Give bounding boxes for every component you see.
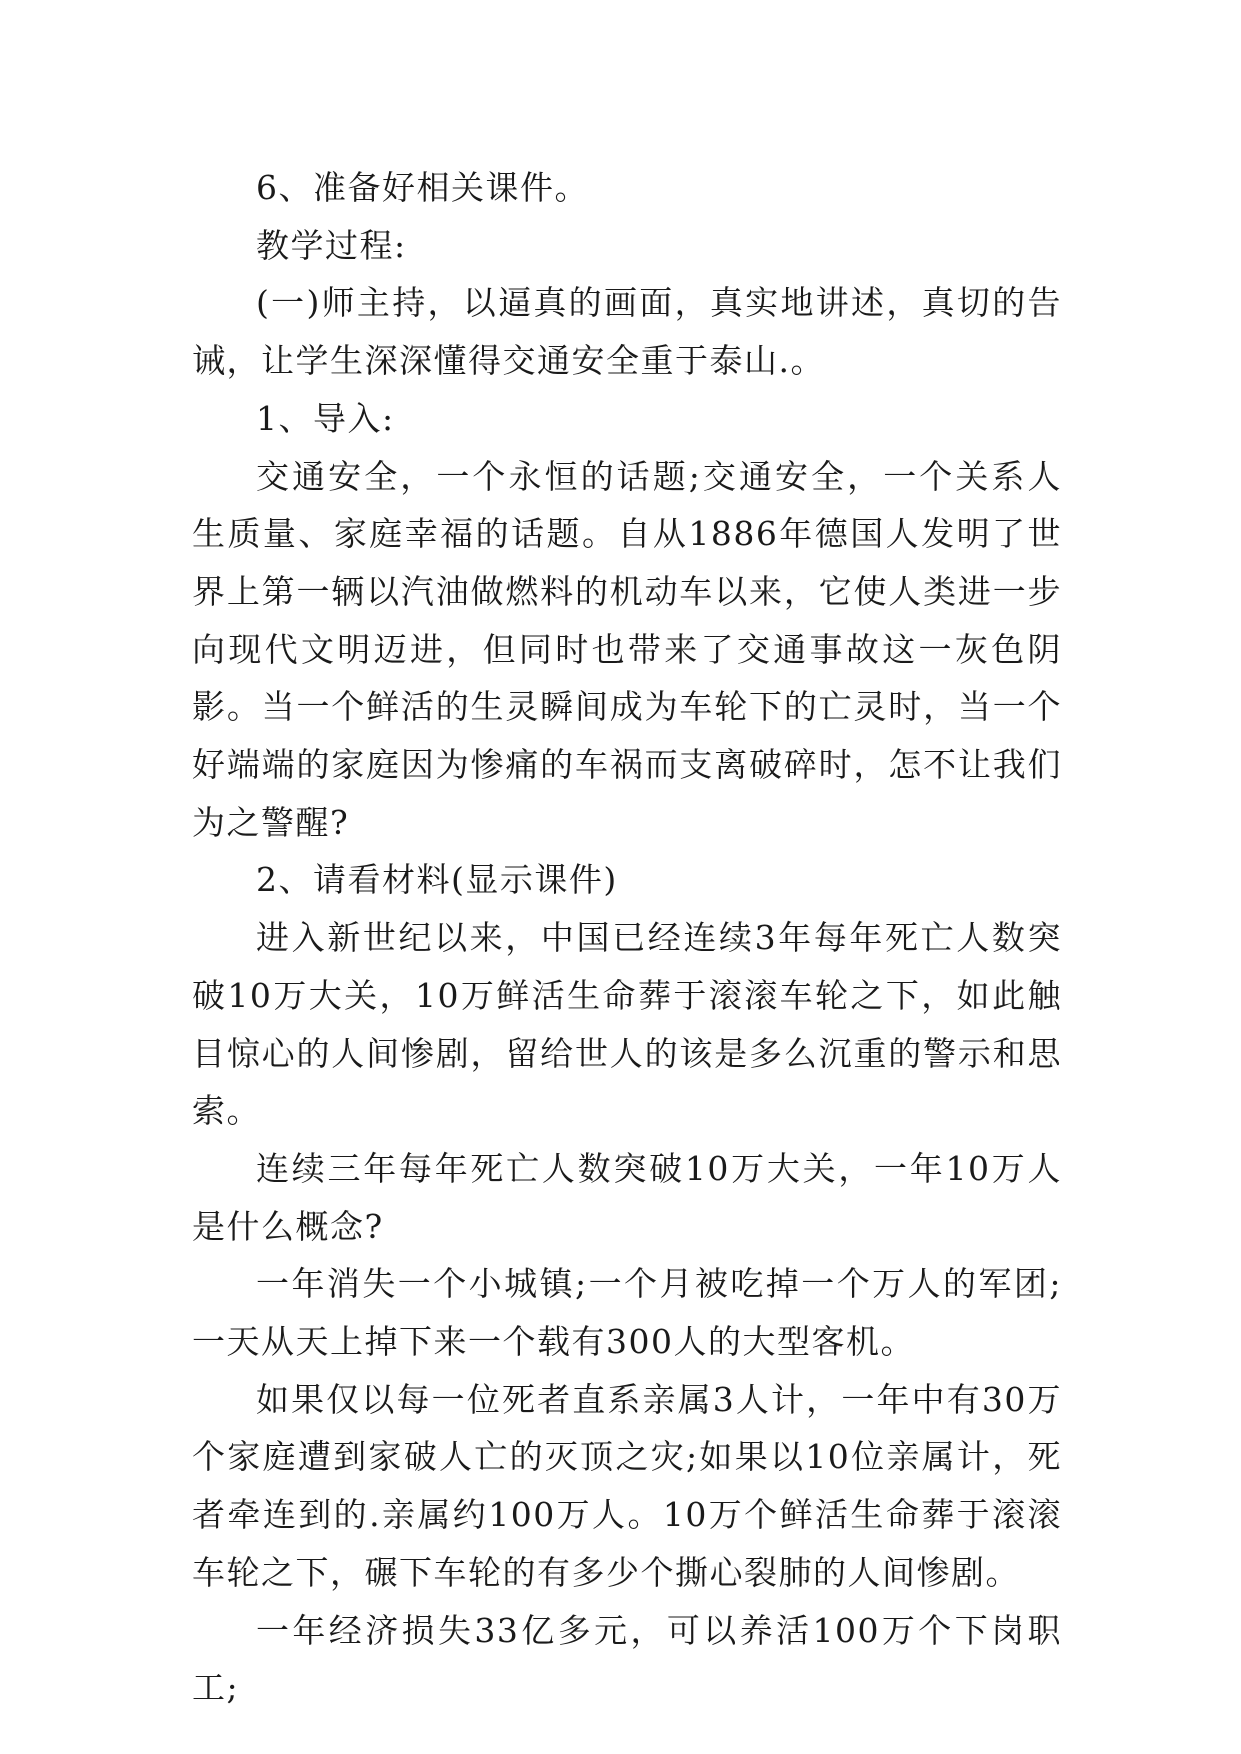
paragraph-new-century: 进入新世纪以来，中国已经连续3年每年死亡人数突破10万大关，10万鲜活生命葬于滚滚车轮之下，如此触目惊心的人间惨剧，留给世人的该是多么沉重的警示和思索。 xyxy=(192,918,1062,1131)
paragraph-intro-text: 交通安全，一个永恒的话题;交通安全，一个关系人生质量、家庭幸福的话题。自从1886年德国人发明了世界上第一辆以汽油做燃料的机动车以来，它使人类进一步向现代文明迈进，但同时也带来了交通事故这一灰色阴影。当一个鲜活的生灵瞬间成为车轮下的亡灵时，当一个好端端的家庭因为惨痛的车祸而支离破碎时，怎不让我们为之警醒? xyxy=(192,456,1062,842)
paragraph-teaching-process: 教学过程: xyxy=(256,225,407,265)
document-body xyxy=(192,159,1062,1717)
paragraph-material-heading: 2、请看材料(显示课件) xyxy=(256,860,618,900)
paragraph-relatives: 如果仅以每一位死者直系亲属3人计，一年中有30万个家庭遭到家破人亡的灭顶之灾;如果以10位亲属计，死者牵连到的.亲属约100万人。10万个鲜活生命葬于滚滚车轮之下，碾下车轮的有多少个撕心裂肺的人间惨剧。 xyxy=(192,1379,1062,1592)
paragraph-prep-courseware: 6、准备好相关课件。 xyxy=(256,168,589,207)
paragraph-economic-loss: 一年经济损失33亿多元，可以养活100万个下岗职工; xyxy=(192,1610,1062,1708)
paragraph-teacher-hosts: (一)师主持，以逼真的画面，真实地讲述，真切的告诫，让学生深深懂得交通安全重于泰山.。 xyxy=(192,283,1062,381)
paragraph-concept-question: 连续三年每年死亡人数突破10万大关，一年10万人是什么概念? xyxy=(192,1148,1062,1246)
paragraph-intro-heading: 1、导入: xyxy=(256,398,395,438)
paragraph-comparison: 一年消失一个小城镇;一个月被吃掉一个万人的军团;一天从天上掉下来一个载有300人的大型客机。 xyxy=(192,1264,1062,1362)
